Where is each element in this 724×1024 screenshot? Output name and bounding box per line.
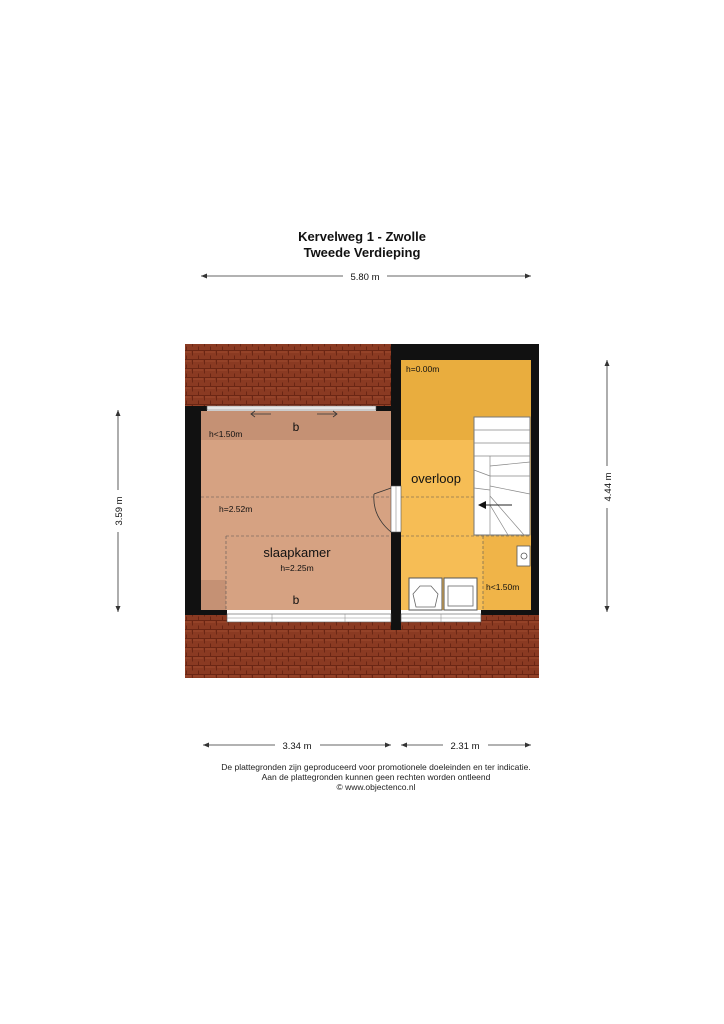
dimension-bottom-left-label: 3.34 m xyxy=(282,741,312,752)
window-bottom-right xyxy=(401,614,481,622)
floorplan-subtitle: Tweede Verdieping xyxy=(303,245,421,260)
dimension-left-label: 3.59 m xyxy=(114,496,125,526)
landing-name: overloop xyxy=(411,471,461,486)
bedroom-height-low: h<1.50m xyxy=(209,429,243,439)
dimension-bottom-right xyxy=(401,741,531,752)
bedroom-low-zone-bottom xyxy=(201,580,226,610)
landing-height-low: h<1.50m xyxy=(486,582,520,592)
roof-top-left xyxy=(185,344,391,406)
dimension-left xyxy=(114,410,125,612)
dimension-bottom-left xyxy=(203,741,391,752)
dimension-top-label: 5.80 m xyxy=(350,272,380,283)
bedroom-name: slaapkamer xyxy=(263,545,331,560)
window-bottom-left xyxy=(227,614,391,622)
dryer-icon xyxy=(444,578,477,610)
disclaimer-line-1: De plattegronden zijn geproduceerd voor promotionele doeleinden en ter indicatie. xyxy=(221,762,531,772)
washing-machine-icon xyxy=(409,578,442,610)
sink-icon xyxy=(517,546,530,566)
landing-height-top: h=0.00m xyxy=(406,364,440,374)
dimension-right xyxy=(603,360,614,612)
bedroom-marker-bottom: b xyxy=(292,593,300,607)
floorplan-title: Kervelweg 1 - Zwolle xyxy=(298,229,426,244)
dimension-top xyxy=(201,272,531,283)
copyright-line: © www.objectenco.nl xyxy=(336,782,416,792)
skylight-top xyxy=(207,406,376,410)
disclaimer-line-2: Aan de plattegronden kunnen geen rechten worden ontleend xyxy=(261,772,491,782)
dimension-right-label: 4.44 m xyxy=(603,472,614,502)
roof-bottom xyxy=(185,614,539,678)
dimension-bottom-right-label: 2.31 m xyxy=(450,741,480,752)
bedroom-height-center: h=2.25m xyxy=(280,563,314,573)
staircase xyxy=(474,417,530,535)
bedroom-height-mid: h=2.52m xyxy=(219,504,253,514)
bedroom-marker-top: b xyxy=(292,420,300,434)
